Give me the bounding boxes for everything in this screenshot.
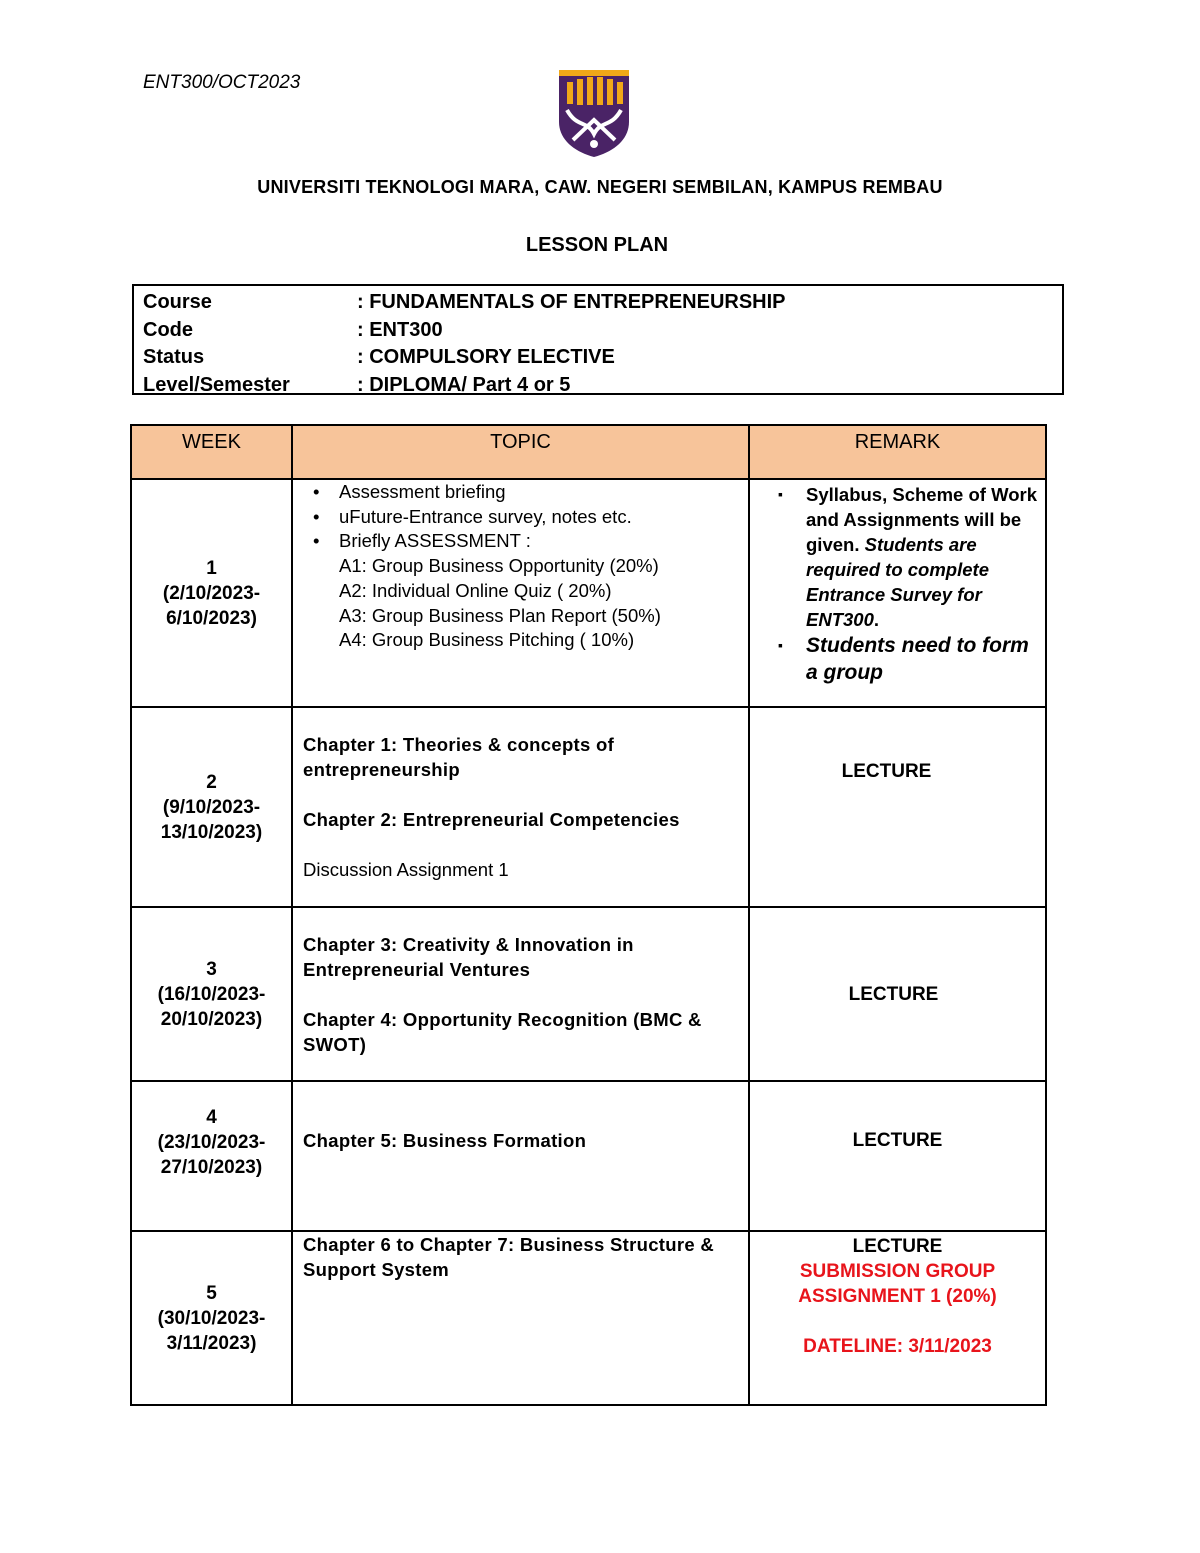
- info-row-status: [143, 344, 1062, 372]
- week-number: 3: [206, 958, 217, 980]
- deadline-notice: DATELINE: 3/11/2023: [803, 1336, 992, 1357]
- university-name: UNIVERSITI TEKNOLOGI MARA, CAW. NEGERI SEMBILAN, KAMPUS REMBAU: [257, 177, 943, 197]
- topic-bullet-list: [303, 480, 738, 554]
- topic-cell: [292, 1081, 749, 1231]
- column-header-remark: REMARK: [749, 425, 1046, 479]
- list-item: [750, 482, 1045, 632]
- week-number: 1: [206, 557, 217, 579]
- remark-text: .: [873, 609, 880, 630]
- list-item: • Briefly ASSESSMENT :: [303, 529, 738, 554]
- week-range-end: 3/11/2023): [166, 1332, 257, 1354]
- list-item: • uFuture-Entrance survey, notes etc.: [303, 505, 738, 530]
- info-value: : DIPLOMA/ Part 4 or 5: [357, 373, 571, 396]
- week-range-end: 6/10/2023): [166, 607, 257, 629]
- column-header-week: WEEK: [131, 425, 292, 479]
- topic-chapter: Chapter 5: Business Formation: [303, 1130, 587, 1151]
- assessment-line: A4: Group Business Pitching ( 10%): [339, 629, 635, 651]
- topic-activity: Discussion Assignment 1: [303, 859, 509, 880]
- week-range-start: (30/10/2023-: [157, 1307, 266, 1329]
- week-cell: [131, 707, 292, 907]
- lesson-plan-table: [130, 424, 1047, 1406]
- week-cell: [131, 479, 292, 707]
- info-label: Status: [143, 346, 205, 368]
- info-label: Code: [143, 318, 193, 341]
- week-cell: [131, 1081, 292, 1231]
- info-label: Level/Semester: [143, 373, 290, 396]
- week-range-start: (23/10/2023-: [157, 1131, 266, 1153]
- table-header-row: [131, 425, 1046, 479]
- week-range-start: (16/10/2023-: [157, 983, 266, 1005]
- table-row: [131, 707, 1046, 907]
- topic-chapter: Chapter 6 to Chapter 7: Business Structure & Support System: [303, 1234, 715, 1280]
- topic-cell: [292, 707, 749, 907]
- submission-notice: SUBMISSION GROUP ASSIGNMENT 1 (20%): [798, 1261, 997, 1307]
- remark-text-italic: Students are required to complete Entrance Survey for ENT300: [806, 534, 989, 630]
- week-number: 2: [206, 771, 217, 793]
- week-cell: [131, 907, 292, 1081]
- info-row-level: [143, 372, 1062, 400]
- topic-cell: [292, 479, 749, 707]
- topic-chapter: Chapter 4: Opportunity Recognition (BMC & SWOT): [303, 1008, 702, 1055]
- week-range-end: 20/10/2023): [160, 1008, 263, 1030]
- document-code: ENT300/OCT2023: [143, 72, 301, 93]
- week-range-end: 13/10/2023): [160, 821, 263, 843]
- page-title: LESSON PLAN: [525, 234, 669, 256]
- remark-cell: [749, 707, 1046, 907]
- remark-text: LECTURE: [841, 761, 932, 782]
- column-header-topic: TOPIC: [292, 425, 749, 479]
- week-number: 5: [206, 1282, 217, 1304]
- week-range-start: (2/10/2023-: [162, 582, 261, 604]
- week-cell: [131, 1231, 292, 1405]
- info-value: : ENT300: [357, 318, 443, 341]
- assessment-line: A3: Group Business Plan Report (50%): [339, 604, 661, 626]
- week-range-end: 27/10/2023): [160, 1156, 263, 1178]
- list-item: ▪ Students need to form a group: [750, 632, 1045, 686]
- info-value: : FUNDAMENTALS OF ENTREPRENEURSHIP: [357, 291, 786, 313]
- info-row-course: [143, 289, 1062, 317]
- remark-text: LECTURE: [848, 983, 939, 1005]
- topic-chapter: Chapter 2: Entrepreneurial Competencies: [303, 809, 680, 830]
- table-row: [131, 907, 1046, 1081]
- topic-chapter: Chapter 3: Creativity & Innovation in Entrepreneurial Ventures: [303, 933, 634, 980]
- topic-cell: [292, 907, 749, 1081]
- remark-text: LECTURE: [852, 1130, 943, 1151]
- table-row: [131, 479, 1046, 707]
- remark-cell: [749, 1081, 1046, 1231]
- university-logo: [557, 70, 631, 158]
- info-value: : COMPULSORY ELECTIVE: [357, 346, 615, 368]
- assessment-line: A2: Individual Online Quiz ( 20%): [339, 579, 612, 601]
- topic-cell: [292, 1231, 749, 1405]
- remark-text: Syllabus, Scheme of Work and Assignments will be given.: [806, 484, 1037, 555]
- week-range-start: (9/10/2023-: [162, 796, 261, 818]
- assessment-line: A1: Group Business Opportunity (20%): [339, 555, 659, 577]
- remark-cell: [749, 907, 1046, 1081]
- remark-text: LECTURE: [852, 1236, 943, 1257]
- topic-chapter: Chapter 1: Theories & concepts of entrepreneurship: [303, 734, 615, 780]
- remark-cell: [749, 1231, 1046, 1405]
- remark-cell: [749, 479, 1046, 707]
- course-info-box: [132, 284, 1064, 395]
- info-label: Course: [143, 291, 212, 313]
- table-row: [131, 1231, 1046, 1405]
- remark-bullet-list: [750, 482, 1045, 686]
- info-row-code: [143, 317, 1062, 345]
- table-row: [131, 1081, 1046, 1231]
- week-number: 4: [206, 1106, 217, 1128]
- list-item: • Assessment briefing: [303, 480, 738, 505]
